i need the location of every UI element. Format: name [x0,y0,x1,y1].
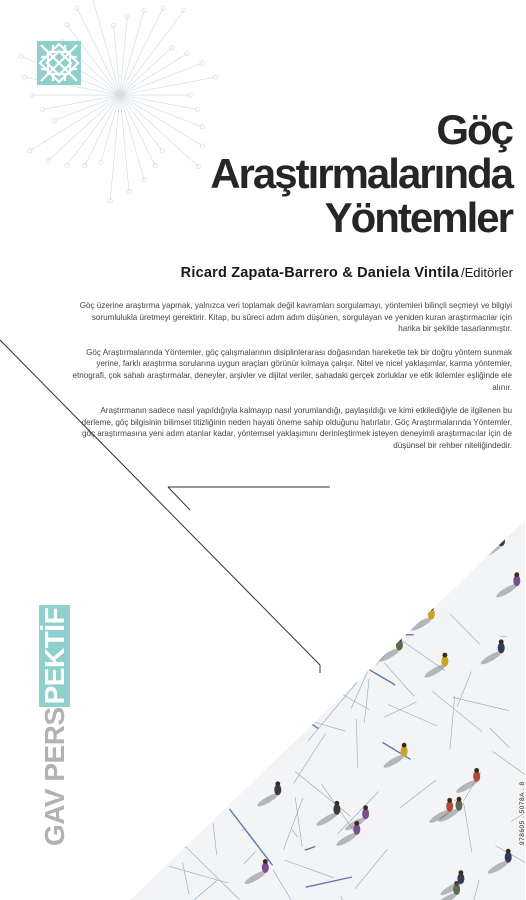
title-line-2: Araştırmalarında [210,150,512,197]
title-line-1: Göç [436,106,512,153]
brand-part-1: GAV PERS [39,707,70,846]
blurb-paragraph-1: Göç üzerine araştırma yapmak, yalnızca veri toplamak değil kavramları sorgulamayı, yöntemleri bilinçli seçmeyi ve bilgiyi sorumlulukla üretmeyi gerektirir. Kitap, bu süreci adım adım düşünen, sorgulayan ve yeniden kuran araştırmacılar için harika bir şekilde tasarlanmıştır. [79,301,512,334]
publisher-brand [38,605,72,846]
barcode-digits: 978605 . 5078A . 8 [519,781,526,845]
editor-names: Ricard Zapata-Barrero & Daniela Vintila [180,265,459,281]
blurb-paragraph-3: Araştırmanın sadece nasıl yapıldığıyla kalmayıp nasıl yorumlandığı, paylaşıldığı ve kimi etkilediğiyle de ilgilenen bu derleme, göç bilgisinin bilimsel titizliğinin neden hayati öneme sahip olduğunu hatırlatır. Göç Araştırmalarında Yöntemler, göç araştırmasına yeni adım atanlar kadar, yöntemsel yaklaşımını derinleştirmek isteyen deneyimli araştırmacılar için de düşünsel bir rehber niteliğindedir. [81,406,512,450]
editor-role: /Editörler [460,265,513,280]
brand-part-2: PEKTİF [39,605,70,708]
title-line-3: Yöntemler [324,194,512,241]
blurb-paragraph-2: Göç Araştırmalarında Yöntemler, göç çalışmalarının disiplinlerarası doğasından hareketle tek bir doğru yöntem sunmak yerine, farklı araştırma sorularına uygun araçları görünür kılmaya çalışır. Nitel ve nicel yaklaşımlar, karma yöntemler, etnografi, çok sahalı araştırmalar, deneyler, arşivler ve dijital veriler, sahadaki gerçek zorluklar ve etik ikilemler eşliğinde ele alınır. [72,347,512,392]
